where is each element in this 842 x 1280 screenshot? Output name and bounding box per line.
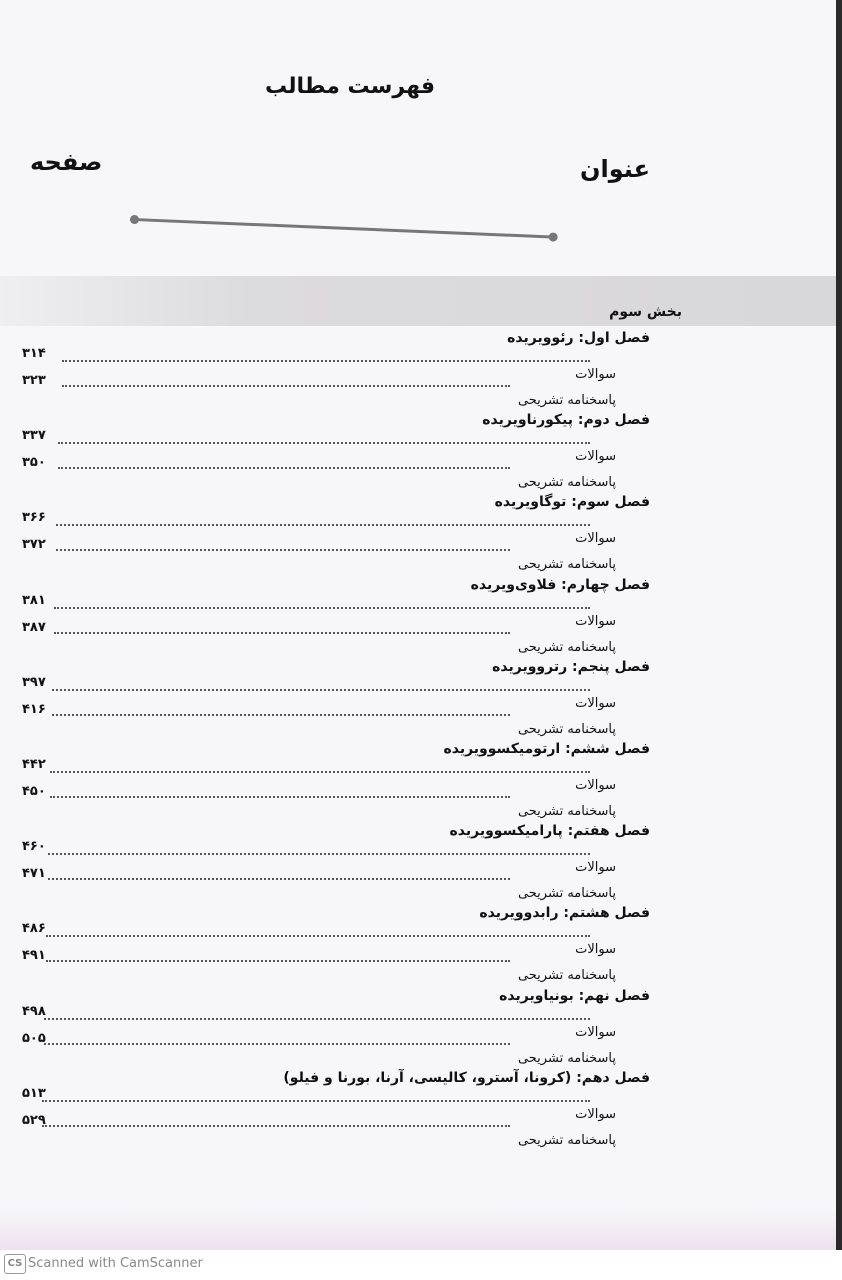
dot-leader	[44, 1043, 510, 1045]
scanner-footer-text: Scanned with CamScanner	[28, 1256, 203, 1271]
chapter-title: فصل دوم: پیکورناویریده	[482, 412, 650, 429]
page-number: ۳۸۱	[22, 592, 46, 608]
dot-leader	[56, 549, 510, 551]
page-number: ۴۹۸	[22, 1003, 46, 1019]
dot-leader	[46, 935, 590, 937]
page-number: ۴۸۶	[22, 921, 46, 937]
page-number: ۴۵۰	[22, 784, 46, 799]
chapter-title: فصل ششم: ارتومیکسوویریده	[443, 741, 650, 757]
entry-label: سوالات	[575, 942, 616, 958]
page-number: ۴۹۱	[22, 948, 46, 964]
chapter-title: فصل هشتم: رابدوویریده	[479, 905, 650, 922]
chapter-title: فصل پنجم: رتروویریده	[492, 658, 650, 675]
entry-label: سوالات	[575, 695, 616, 711]
column-heading-title: عنوان	[580, 155, 650, 183]
dot-leader	[50, 771, 590, 773]
entry-label: سوالات	[575, 860, 616, 876]
dot-leader	[58, 442, 590, 444]
dot-leader	[42, 1100, 590, 1102]
dot-leader	[44, 1018, 590, 1020]
page-number: ۳۵۰	[22, 455, 46, 471]
dot-leader	[54, 607, 590, 609]
page-number: ۴۱۶	[22, 701, 46, 717]
entry-label: پاسخنامه تشریحی	[517, 393, 616, 408]
page-number: ۳۷۲	[22, 537, 46, 553]
chapter-title: فصل چهارم: فلاوی‌ویریده	[470, 576, 650, 593]
entry-label: پاسخنامه تشریحی	[517, 968, 616, 984]
page-title: فهرست مطالب	[264, 74, 436, 99]
page-number: ۳۶۶	[22, 510, 46, 526]
column-heading-page: صفحه	[30, 148, 103, 176]
chapter-title: فصل اول: رئوویریده	[507, 330, 650, 346]
page-number: ۴۴۲	[22, 757, 46, 772]
camscanner-logo-icon: CS	[4, 1254, 26, 1274]
page-number: ۵۲۹	[22, 1112, 46, 1128]
chapter-title: فصل هفتم: پارامیکسوویریده	[449, 823, 650, 840]
entry-label: پاسخنامه تشریحی	[517, 557, 616, 573]
chapter-title: فصل سوم: توگاویریده	[494, 494, 650, 511]
entry-label: سوالات	[575, 449, 616, 465]
page-number: ۳۱۴	[22, 346, 46, 361]
part-label: بخش سوم	[609, 304, 682, 320]
page-number: ۳۹۷	[22, 674, 46, 690]
entry-label: پاسخنامه تشریحی	[517, 1050, 616, 1066]
dot-leader	[52, 689, 590, 691]
entry-label: پاسخنامه تشریحی	[517, 475, 616, 491]
dot-leader	[54, 632, 510, 634]
page-number: ۳۸۷	[22, 619, 46, 635]
entry-label: سوالات	[575, 778, 616, 793]
dot-leader	[50, 796, 510, 798]
entry-label: سوالات	[575, 367, 616, 382]
dot-leader	[48, 853, 590, 855]
entry-label: سوالات	[575, 1024, 616, 1040]
dot-leader	[46, 960, 510, 962]
entry-label: پاسخنامه تشریحی	[517, 721, 616, 737]
entry-label: پاسخنامه تشریحی	[517, 1132, 616, 1148]
page-number: ۳۳۷	[22, 428, 46, 444]
page-number: ۵۱۳	[22, 1085, 46, 1101]
dot-leader	[56, 524, 590, 526]
entry-label: پاسخنامه تشریحی	[517, 639, 616, 655]
entry-label: سوالات	[575, 1106, 616, 1122]
page-number: ۵۰۵	[22, 1030, 46, 1046]
entry-label: سوالات	[575, 613, 616, 629]
entry-label: پاسخنامه تشریحی	[517, 886, 616, 902]
page-number: ۴۶۰	[22, 839, 46, 855]
dot-leader	[62, 385, 510, 387]
page-number: ۳۲۳	[22, 373, 46, 388]
dot-leader	[42, 1125, 510, 1127]
dot-leader	[62, 360, 590, 362]
page-number: ۴۷۱	[22, 866, 46, 882]
chapter-title: فصل دهم: (کرونا، آسترو، کالیسی، آرنا، بورنا و فیلو)	[283, 1069, 650, 1086]
chapter-title: فصل نهم: بونیاویریده	[499, 987, 650, 1004]
entry-label: سوالات	[575, 531, 616, 547]
dot-leader	[58, 467, 510, 469]
dot-leader	[52, 714, 510, 716]
entry-label: پاسخنامه تشریحی	[517, 804, 616, 819]
dot-leader	[48, 878, 510, 880]
